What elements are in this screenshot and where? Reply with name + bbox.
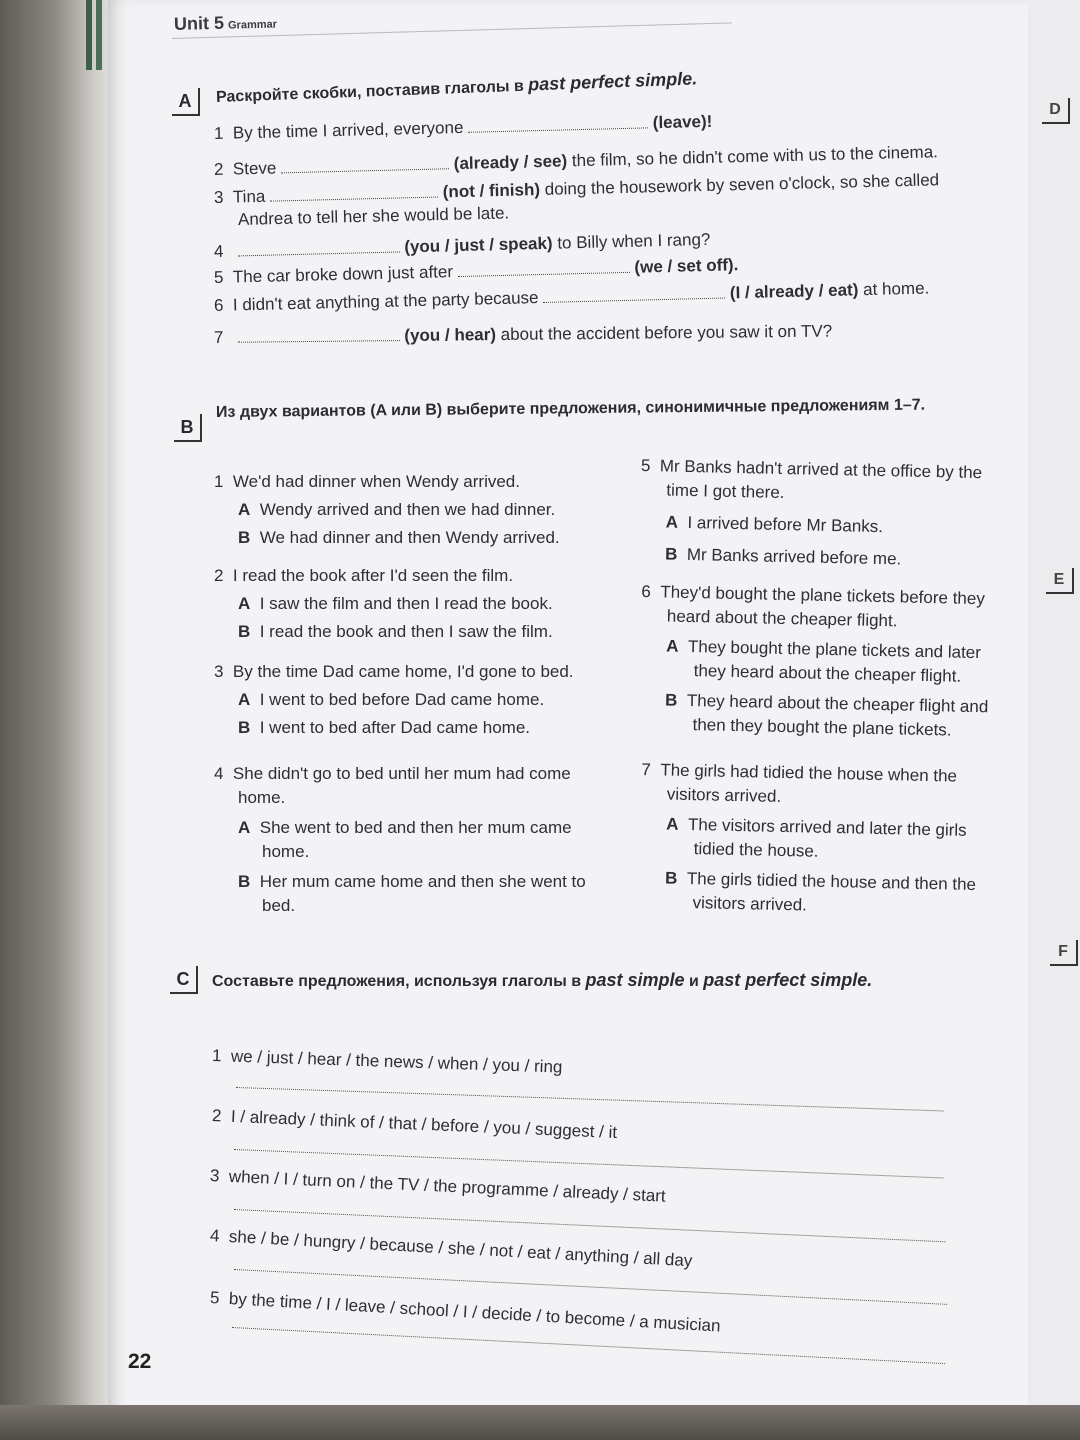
- question: [214, 566, 553, 586]
- answer-blank[interactable]: [237, 237, 399, 256]
- option-text: then they bought the plane tickets.: [692, 715, 952, 740]
- option-a[interactable]: [665, 511, 981, 542]
- question-text: The girls had tidied the house when the: [660, 760, 958, 786]
- item-text: about the accident before you saw it on TV?: [500, 321, 833, 344]
- option-text: Her mum came home and then she went to: [259, 872, 586, 891]
- item-number: 5: [640, 456, 651, 476]
- item-number: 3: [214, 662, 224, 681]
- option-letter: A: [666, 636, 679, 656]
- item-number: 3: [213, 187, 224, 207]
- option-letter: B: [664, 868, 678, 888]
- b-item-7: [638, 758, 978, 921]
- option-b[interactable]: [238, 528, 560, 548]
- answer-blank[interactable]: [281, 154, 449, 173]
- section-c-letter: C: [170, 966, 198, 994]
- question: [214, 662, 574, 682]
- section-c-title-em: past simple: [585, 970, 685, 990]
- section-a-title-text: Раскройте скобки, поставив глаголы в: [215, 77, 529, 106]
- next-page-edge: [1028, 0, 1080, 1440]
- item-text: Tina: [232, 186, 266, 207]
- spine-stripe: [86, 0, 92, 70]
- item-number: 7: [213, 327, 224, 347]
- prompt-text: by the time / I / leave / school / I / decide / to become / a musician: [228, 1289, 721, 1336]
- item-text: to Billy when I rang?: [557, 229, 711, 253]
- side-tab-f: F: [1050, 940, 1078, 966]
- question-text: Mr Banks hadn't arrived at the office by the: [659, 456, 983, 483]
- question-text: I read the book after I'd seen the film.: [232, 566, 514, 585]
- question-text: time I got there.: [666, 480, 785, 503]
- question: [214, 472, 560, 492]
- b-item-5: [639, 454, 983, 573]
- b-item-6: [638, 580, 990, 743]
- option-a[interactable]: [238, 594, 553, 614]
- option-letter: B: [238, 718, 251, 737]
- answer-blank[interactable]: [543, 284, 725, 303]
- prompt-text: she / be / hungry / because / she / not / eat / anything / all day: [228, 1227, 693, 1271]
- option-text: Mr Banks arrived before me.: [686, 544, 902, 569]
- option-text: they heard about the cheaper flight.: [693, 661, 962, 686]
- verb-cue: (we / set off).: [634, 255, 739, 277]
- option-letter: B: [238, 872, 251, 891]
- option-letter: A: [238, 818, 251, 837]
- option-a[interactable]: [238, 816, 586, 840]
- item-number: 1: [213, 123, 224, 143]
- section-c-title-em: past perfect simple.: [703, 970, 873, 990]
- item-text: Andrea to tell her she would be late.: [237, 203, 510, 229]
- item-text: doing the housework by seven o'clock, so she called: [544, 170, 940, 199]
- answer-blank[interactable]: [468, 113, 648, 132]
- b-item-2: [214, 566, 553, 642]
- section-a-letter: A: [172, 88, 200, 116]
- item-text: I didn't eat anything at the party because: [232, 288, 539, 315]
- option-letter: A: [665, 512, 679, 532]
- answer-blank[interactable]: [458, 258, 630, 277]
- page-number: 22: [128, 1350, 152, 1373]
- section-label: Grammar: [227, 18, 278, 32]
- option-letter: A: [238, 690, 251, 709]
- option-text: I saw the film and then I read the book.: [259, 594, 553, 613]
- question: [214, 762, 586, 786]
- option-text: She went to bed and then her mum came: [259, 818, 572, 837]
- question-text: By the time Dad came home, I'd gone to bed.: [232, 662, 574, 681]
- item-text: Steve: [232, 158, 277, 179]
- option-text: Wendy arrived and then we had dinner.: [259, 500, 556, 519]
- side-tab-e: E: [1046, 568, 1074, 594]
- item-number: 2: [213, 159, 224, 179]
- verb-cue: (already / see): [453, 151, 568, 174]
- section-c-title-text: и: [684, 973, 704, 990]
- prompt-text: we / just / hear / the news / when / you / ring: [230, 1046, 563, 1077]
- item-number: 5: [209, 1288, 221, 1308]
- unit-label: Unit 5: [173, 12, 225, 34]
- answer-blank[interactable]: [238, 326, 400, 343]
- section-b-title: Из двух вариантов (A или B) выберите предложения, синонимичные предложениям 1–7.: [215, 396, 926, 421]
- item-number: 7: [641, 760, 652, 780]
- verb-cue: (you / hear): [404, 325, 497, 346]
- option-text: tidied the house.: [693, 839, 819, 861]
- option-text: They bought the plane tickets and later: [687, 637, 982, 663]
- section-c-title-text: Составьте предложения, используя глаголы в: [212, 973, 586, 990]
- option-text: We had dinner and then Wendy arrived.: [259, 528, 560, 547]
- option-letter: B: [238, 528, 251, 547]
- option-text: I went to bed after Dad came home.: [259, 718, 530, 737]
- b-item-3: [214, 662, 574, 738]
- question-text: She didn't go to bed until her mum had come: [232, 764, 571, 783]
- option-text: They heard about the cheaper flight and: [686, 690, 989, 717]
- option-a[interactable]: [238, 500, 560, 520]
- question-text: visitors arrived.: [666, 784, 782, 806]
- item-number: 6: [641, 582, 652, 602]
- verb-cue: (I / already / eat): [729, 280, 859, 303]
- item-text: The car broke down just after: [232, 262, 454, 287]
- question-text: They'd bought the plane tickets before they: [660, 582, 986, 609]
- option-b[interactable]: [238, 622, 553, 642]
- option-letter: B: [664, 544, 678, 564]
- book-spine: [0, 0, 118, 1440]
- verb-cue: (you / just / speak): [404, 233, 553, 257]
- option-letter: A: [666, 814, 679, 834]
- option-letter: B: [664, 690, 678, 710]
- item-number: 4: [213, 241, 224, 261]
- option-text: The girls tidied the house and then the: [686, 868, 977, 895]
- item-text: at home.: [862, 278, 930, 300]
- b-item-4: [214, 762, 586, 918]
- answer-blank[interactable]: [270, 183, 438, 202]
- option-text: home.: [262, 842, 310, 861]
- question-text: heard about the cheaper flight.: [666, 606, 898, 631]
- b-item-1: [214, 472, 560, 548]
- item-text: the film, so he didn't come with us to the cinema.: [571, 142, 939, 171]
- item-number: 4: [209, 1226, 220, 1246]
- option-letter: A: [238, 594, 251, 613]
- item-number: 4: [214, 764, 224, 783]
- item-number: 3: [209, 1166, 220, 1186]
- spine-stripe: [96, 0, 102, 70]
- option-letter: A: [238, 500, 251, 519]
- option-text: I read the book and then I saw the film.: [259, 622, 553, 641]
- option-a[interactable]: [238, 690, 574, 710]
- table-surface: [0, 1405, 1080, 1440]
- question-text: We'd had dinner when Wendy arrived.: [232, 472, 520, 491]
- option-text: bed.: [262, 896, 296, 915]
- section-a-title-em: past perfect simple.: [527, 68, 698, 95]
- item-number: 2: [211, 1106, 222, 1126]
- option-text: I went to bed before Dad came home.: [259, 690, 545, 709]
- option-b[interactable]: [238, 718, 574, 738]
- section-b-letter: B: [174, 414, 202, 442]
- option-letter: B: [238, 622, 251, 641]
- item-number: 2: [214, 566, 224, 585]
- side-tab-d: D: [1042, 98, 1070, 124]
- prompt-text: when / I / turn on / the TV / the programme / already / start: [228, 1166, 667, 1206]
- option-text: The visitors arrived and later the girls: [687, 815, 967, 840]
- option-b[interactable]: [238, 870, 586, 894]
- item-number: 1: [214, 472, 224, 491]
- prompt-text: I / already / think of / that / before / you / suggest / it: [230, 1106, 618, 1142]
- option-text: visitors arrived.: [692, 893, 808, 915]
- item-number: 6: [213, 295, 224, 315]
- unit-header: [174, 11, 277, 35]
- item-text: By the time I arrived, everyone: [232, 117, 464, 143]
- section-c-title: [212, 970, 872, 991]
- option-text: I arrived before Mr Banks.: [687, 512, 884, 537]
- question-text: home.: [238, 788, 286, 807]
- verb-cue: (leave)!: [652, 111, 713, 133]
- item-number: 5: [213, 267, 224, 287]
- verb-cue: (not / finish): [442, 180, 541, 202]
- item-number: 1: [211, 1046, 222, 1066]
